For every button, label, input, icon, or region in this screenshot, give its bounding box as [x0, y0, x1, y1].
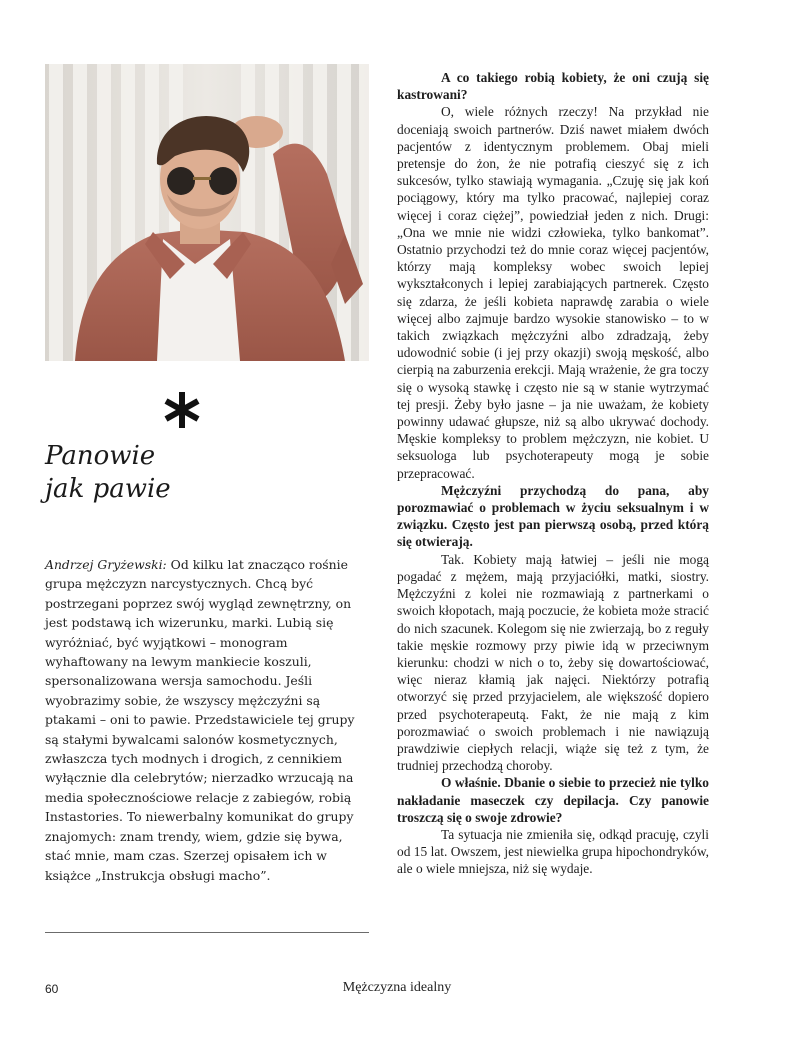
page-number: 60	[45, 982, 59, 996]
interview-answer: Ta sytuacja nie zmieniła się, odkąd pracuję, czyli od 15 lat. Owszem, jest niewielka grupa hipochondryków, ale o wiele mniejsza, niż się wydaje.	[397, 826, 709, 877]
running-title: Mężczyzna idealny	[342, 980, 452, 995]
interview-answer: O, wiele różnych rzeczy! Na przykład nie doceniają swoich partnerów. Dziś nawet miałem dwóch pacjentów z identycznym problemem. Obaj mieli pretensje do żon, że nie potrafią cieszyć się z ich sukcesów, tylko stawiają wymagania. „Czuję się jak koń pociągowy, który ma tylko pracować, najlepiej coraz więcej i coraz ciężej”, powiedział jeden z nich. Drugi: „Ona we mnie nie widzi człowieka, tylko bankomat”. Ostatnio przychodzi też do mnie coraz więcej pacjentów, którzy mają kompleksy wobec swoich lepiej wykształconych i lepiej zarabiających partnerek. Często się zdarza, że jeśli kobieta naprawdę zarabia o wiele więcej albo zajmuje bardzo wysokie stanowisko – to w takich związkach mężczyźni albo zdradzają, żeby udowodnić sobie (i jej przy okazji) swoją męskość, albo cierpią na zaburzenia erekcji. Mają wrażenie, że gra toczy się o wysoką stawkę i często nie są w stanie wytrzymać tej presji. Żeby było jasne – ja nie uważam, że kobiety powinny udawać głupsze, niż są albo ukrywać dochody. Męskie kompleksy to problem mężczyzn, nie kobiet. U seksuologa lub psychoterapeuty mogą je sobie przepracować.	[397, 104, 709, 481]
interview-question: Mężczyźni przychodzą do pana, aby porozmawiać o problemach w życiu seksualnym i w związku. Często jest pan pierwszą osobą, przed którą się otwierają.	[397, 482, 709, 550]
interview-question: O właśnie. Dbanie o siebie to przecież nie tylko nakładanie maseczek czy depilacja. Czy panowie troszczą się o swoje zdrowie?	[397, 775, 709, 825]
section-headline	[45, 440, 171, 506]
left-column-text	[45, 555, 371, 885]
interview-answer: Tak. Kobiety mają łatwiej – jeśli nie mogą pogadać z mężem, mają przyjaciółki, matki, siostry. Mężczyźni z kolei nie rozmawiają z partnerkami o swoich kłopotach, mają poczucie, że kobieta może stracić do nich szacunek. Kolegom się nie zwierzają, bo z reguły takie męskie rozmowy przy piwie idą w przeciwnym kierunku: chodzi w nich o to, żeby się dowartościować, więc nieraz kłamią jak najęci. Niektórzy potrafią otworzyć się przed przyjacielem, ale większość dopiero przed psychoterapeutą. Fakt, że nie mają z kim porozmawiać o swoich problemach i nie nawiązują prawdziwie ciepłych relacji, wiąże się też z tym, że trudniej przechodzą choroby.	[397, 551, 709, 774]
asterisk-icon	[160, 388, 204, 432]
portrait-photo	[45, 64, 369, 361]
headline-line-2: jak pawie	[45, 474, 171, 504]
left-body-text: Od kilku lat znacząco rośnie grupa mężczyzn narcystycznych. Chcą być postrzegani poprzez swój wygląd zewnętrzny, on jest podstawą ich wizerunku, marki. Lubią się wyróżniać, być wyjątkowi – monogram wyhaftowany na lewym mankiecie koszuli, spersonalizowana wersja samochodu. Jeśli wyobrazimy sobie, że wszyscy mężczyźni są ptakami – oni to pawie. Przedstawiciele tej grupy są stałymi bywalcami salonów kosmetycznych, zwłaszcza tych modnych i drogich, z cennikiem wyłącznie dla celebrytów; nierzadko wrzucają na media społecznościowe relacje z zabiegów, robią Instastories. To niewerbalny komunikat do grupy znajomych: znam trendy, wiem, gdzie się bywa, stać mnie, mam czas. Szerzej opisałem ich w książce „Instrukcja obsługi macho”.	[45, 557, 355, 883]
interview-column	[397, 69, 709, 878]
author-name: Andrzej Gryżewski:	[45, 557, 167, 572]
headline-line-1: Panowie	[45, 441, 156, 471]
interview-question: A co takiego robią kobiety, że oni czują się kastrowani?	[397, 70, 709, 103]
column-divider	[45, 932, 369, 933]
